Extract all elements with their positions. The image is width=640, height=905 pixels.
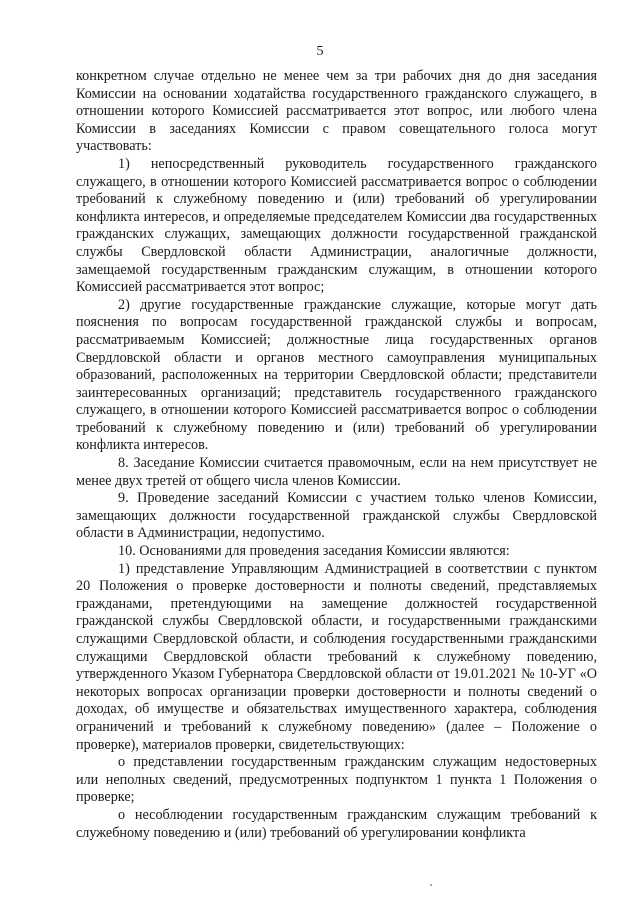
paragraph-item-2: 2) другие государственные гражданские служащие, которые могут дать пояснения по вопросам государственной гражданской службы и вопросам, рассматриваемым Комиссией; должностные лица государственных органов Свердловской области и органов местного самоуправления муниципальных образований, расположенных на территории Свердловской области; представители заинтересованных организаций; представитель государственного гражданского служащего, в отношении которого Комиссией рассматривается вопрос о соблюдении требований к служебному поведению и (или) требований об урегулировании конфликта интересов. (76, 296, 597, 454)
page-number: 5 (316, 44, 324, 59)
paragraph-clause-8: 8. Заседание Комиссии считается правомочным, если на нем присутствует не менее двух третей от общего числа членов Комиссии. (76, 455, 597, 489)
paragraph-bullet-noncompliance: о несоблюдении государственным гражданским служащим требований к служебному поведению и (или) требований об урегулировании конфликта (76, 806, 597, 841)
paragraph-clause-10: 10. Основаниями для проведения заседания Комиссии являются: (118, 543, 510, 560)
paragraph-clause-10-item-1: 1) представление Управляющим Администрацией в соответствии с пунктом 20 Положения о проверке достоверности и полноты сведений, представляемых гражданами, претендующими на замещение должностей государственной гражданской службы Свердловской области, и государственными гражданскими служащими Свердловской области, и соблюдения государственными гражданскими служащими Свердловской области требований к служебному поведению, утвержденного Указом Губернатора Свердловской области от 19.01.2021 № 10-УГ «О некоторых вопросах организации проверки достоверности и полноты сведений о доходах, об имуществе и обязательствах имущественного характера, соблюдения ограничений и требований к служебному поведению» (далее – Положение о проверке), материалов проверки, свидетельствующих: (76, 560, 597, 753)
paragraph-continuation: конкретном случае отдельно не менее чем за три рабочих дня до дня заседания Комиссии на основании ходатайства государственного гражданского служащего, в отношении которого Комиссией рассматривается этот вопрос, или любого члена Комиссии в заседаниях Комиссии с правом совещательного голоса могут участвовать: (76, 68, 597, 155)
scan-speck (430, 884, 432, 886)
paragraph-item-1: 1) непосредственный руководитель государственного гражданского служащего, в отношении которого Комиссией рассматривается вопрос о соблюдении требований к служебному поведению и (или) требований об урегулировании конфликта интересов, и определяемые председателем Комиссии два государственных гражданских служащих, замещающих должности государственной гражданской службы Свердловской области Администрации, аналогичные должности, замещаемой государственным гражданским служащим, в отношении которого Комиссией рассматривается этот вопрос; (76, 155, 597, 296)
paragraph-clause-9: 9. Проведение заседаний Комиссии с участием только членов Комиссии, замещающих должности государственной гражданской службы Свердловской области в Администрации, недопустимо. (76, 490, 597, 542)
document-body (76, 68, 597, 842)
paragraph-bullet-false-info: о представлении государственным гражданским служащим недостоверных или неполных сведений, предусмотренных подпунктом 1 пункта 1 Положения о проверке; (76, 754, 597, 806)
